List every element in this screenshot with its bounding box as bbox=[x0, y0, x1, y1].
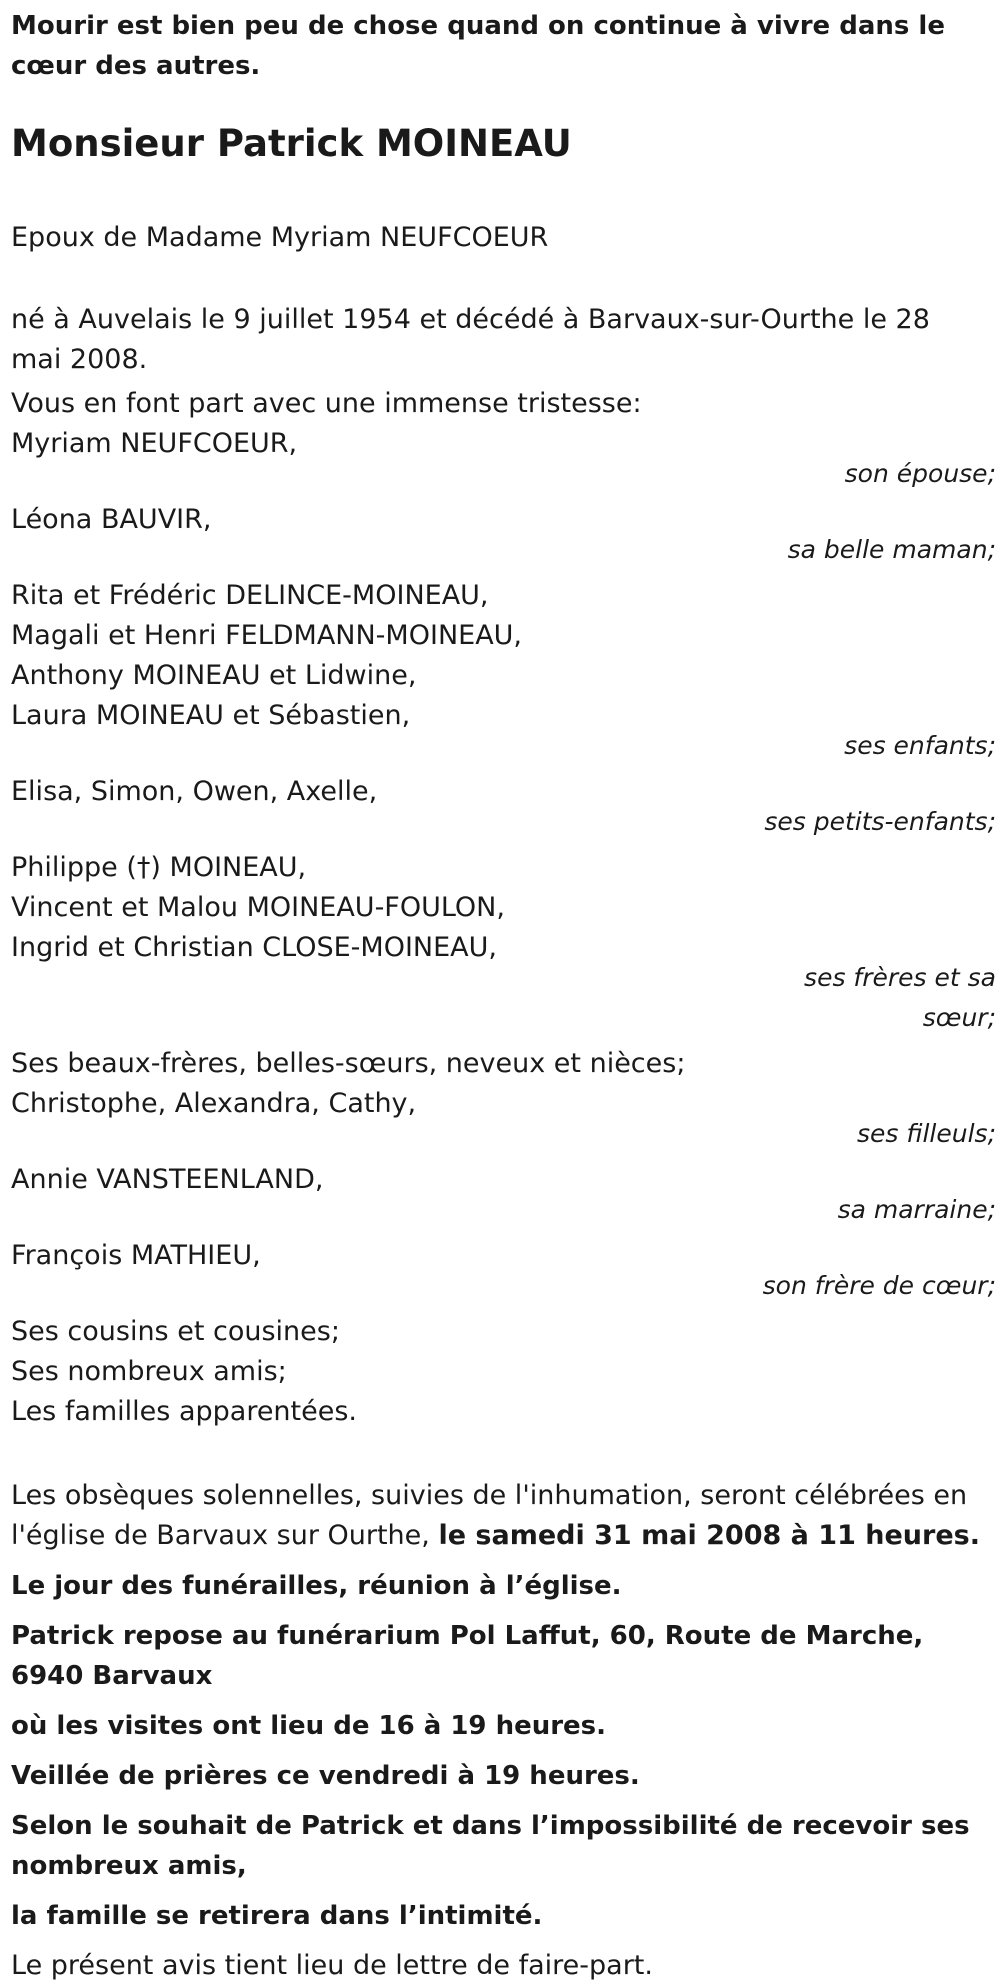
birth-death-line: né à Auvelais le 9 juillet 1954 et décédé à Barvaux-sur-Ourthe le 28 mai 2008. bbox=[11, 304, 930, 375]
closing-family-line: Ses cousins et cousines; bbox=[11, 1316, 340, 1347]
family-member: François MATHIEU, bbox=[11, 1240, 261, 1271]
family-list bbox=[11, 424, 996, 1306]
family-member: Annie VANSTEENLAND, bbox=[11, 1164, 324, 1195]
intro-line: Vous en font part avec une immense tristesse: bbox=[11, 388, 642, 419]
family-member: Vincent et Malou MOINEAU-FOULON, bbox=[11, 892, 505, 923]
detail-line: Selon le souhait de Patrick et dans l’impossibilité de recevoir ses nombreux amis, bbox=[11, 1811, 970, 1881]
family-member: Léona BAUVIR, bbox=[11, 504, 212, 535]
family-group bbox=[11, 772, 996, 842]
closing-family-line: Les familles apparentées. bbox=[11, 1396, 358, 1427]
funeral-text: Les obsèques solennelles, suivies de l'inhumation, seront célébrées en l'église de Barvaux sur Ourthe, bbox=[11, 1480, 968, 1551]
family-group bbox=[11, 424, 996, 494]
spouse-line: Epoux de Madame Myriam NEUFCOEUR bbox=[11, 222, 549, 253]
relation-label: sa marraine; bbox=[837, 1195, 996, 1224]
relation-label: ses filleuls; bbox=[856, 1119, 996, 1148]
family-member: Magali et Henri FELDMANN-MOINEAU, bbox=[11, 620, 523, 651]
family-group bbox=[11, 848, 996, 1038]
relation-label: ses frères et sa sœur; bbox=[804, 963, 996, 1032]
closing-family-line: Ses nombreux amis; bbox=[11, 1356, 287, 1387]
family-member: Anthony MOINEAU et Lidwine, bbox=[11, 660, 417, 691]
family-group bbox=[11, 576, 996, 766]
family-group bbox=[11, 1236, 996, 1306]
epigraph: Mourir est bien peu de chose quand on continue à vivre dans le cœur des autres. bbox=[11, 11, 945, 81]
family-member: Philippe (†) MOINEAU, bbox=[11, 852, 307, 883]
funeral-date: le samedi 31 mai 2008 à 11 heures. bbox=[438, 1520, 980, 1551]
detail-line: Veillée de prières ce vendredi à 19 heures. bbox=[11, 1761, 640, 1791]
family-member: Myriam NEUFCOEUR, bbox=[11, 428, 298, 459]
relation-label: ses enfants; bbox=[844, 731, 996, 760]
relation-label: ses petits-enfants; bbox=[764, 807, 996, 836]
family-member: Elisa, Simon, Owen, Axelle, bbox=[11, 776, 378, 807]
family-member: Rita et Frédéric DELINCE-MOINEAU, bbox=[11, 580, 489, 611]
footer-note: Le présent avis tient lieu de lettre de faire-part. bbox=[11, 1950, 653, 1981]
relation-label: son épouse; bbox=[844, 459, 996, 488]
family-group bbox=[11, 1160, 996, 1230]
funeral-announcement bbox=[11, 1476, 986, 1556]
detail-line: où les visites ont lieu de 16 à 19 heures. bbox=[11, 1711, 607, 1741]
deceased-name: Monsieur Patrick MOINEAU bbox=[11, 122, 572, 165]
closing-family bbox=[11, 1312, 996, 1432]
family-member: Laura MOINEAU et Sébastien, bbox=[11, 700, 411, 731]
relation-label: sa belle maman; bbox=[787, 535, 996, 564]
family-member: Ses beaux-frères, belles-sœurs, neveux et nièces; bbox=[11, 1048, 686, 1079]
detail-line: Patrick repose au funérarium Pol Laffut, 60, Route de Marche, 6940 Barvaux bbox=[11, 1621, 924, 1691]
detail-line: Le jour des funérailles, réunion à l’église. bbox=[11, 1571, 622, 1601]
relation-label: son frère de cœur; bbox=[762, 1271, 996, 1300]
family-group bbox=[11, 500, 996, 570]
detail-line: la famille se retirera dans l’intimité. bbox=[11, 1901, 543, 1931]
family-member: Ingrid et Christian CLOSE-MOINEAU, bbox=[11, 932, 497, 963]
family-group bbox=[11, 1044, 996, 1154]
family-member: Christophe, Alexandra, Cathy, bbox=[11, 1088, 417, 1119]
